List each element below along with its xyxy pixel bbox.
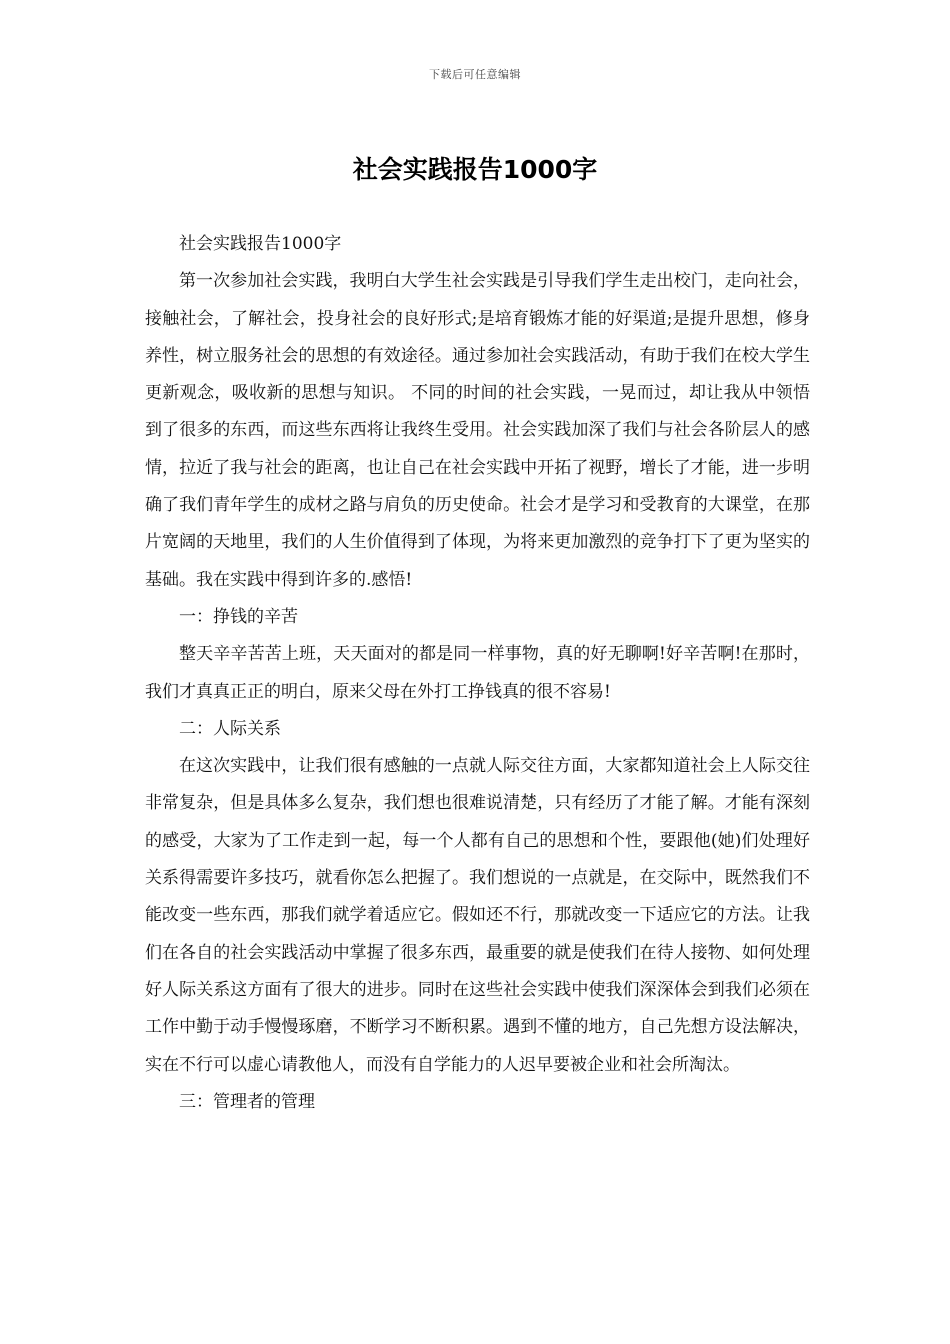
header-note: 下载后可任意编辑 [429, 68, 521, 81]
section-heading-2: 二：人际关系 [179, 718, 281, 739]
paragraph-subtitle: 社会实践报告1000字 [179, 234, 342, 254]
document-title: 社会实践报告1000字 [352, 155, 598, 184]
section-heading-3: 三：管理者的管理 [179, 1091, 315, 1112]
paragraph-section-1: 整天辛辛苦苦上班，天天面对的都是同一样事物，真的好无聊啊!好辛苦啊!在那时，我们才真真正正的明白，原来父母在外打工挣钱真的很不容易! [145, 644, 810, 702]
document-body [145, 226, 810, 1121]
paragraph-section-2: 在这次实践中，让我们很有感触的一点就人际交往方面，大家都知道社会上人际交往非常复杂，但是具体多么复杂，我们想也很难说清楚，只有经历了才能了解。才能有深刻的感受，大家为了工作走到一起，每一个人都有自己的思想和个性，要跟他(她)们处理好关系得需要许多技巧，就看你怎么把握了。我们想说的一点就是，在交际中，既然我们不能改变一些东西，那我们就学着适应它。假如还不行，那就改变一下适应它的方法。让我们在各自的社会实践活动中掌握了很多东西，最重要的就是使我们在待人接物、如何处理好人际关系这方面有了很大的进步。同时在这些社会实践中使我们深深体会到我们必须在工作中勤于动手慢慢琢磨，不断学习不断积累。遇到不懂的地方，自己先想方设法解决，实在不行可以虚心请教他人，而没有自学能力的人迟早要被企业和社会所淘汰。 [145, 756, 810, 1075]
section-heading-1: 一：挣钱的辛苦 [179, 606, 298, 627]
paragraph-intro: 第一次参加社会实践，我明白大学生社会实践是引导我们学生走出校门，走向社会，接触社会，了解社会，投身社会的良好形式;是培育锻炼才能的好渠道;是提升思想，修身养性，树立服务社会的思想的有效途径。通过参加社会实践活动，有助于我们在校大学生更新观念，吸收新的思想与知识。 不同的时间的社会实践，一晃而过，却让我从中领悟到了很多的东西，而这些东西将让我终生受用。社会实践加深了我们与社会各阶层人的感情，拉近了我与社会的距离，也让自己在社会实践中开拓了视野，增长了才能，进一步明确了我们青年学生的成材之路与肩负的历史使命。社会才是学习和受教育的大课堂，在那片宽阔的天地里，我们的人生价值得到了体现，为将来更加激烈的竞争打下了更为坚实的基础。我在实践中得到许多的.感悟! [145, 271, 810, 590]
